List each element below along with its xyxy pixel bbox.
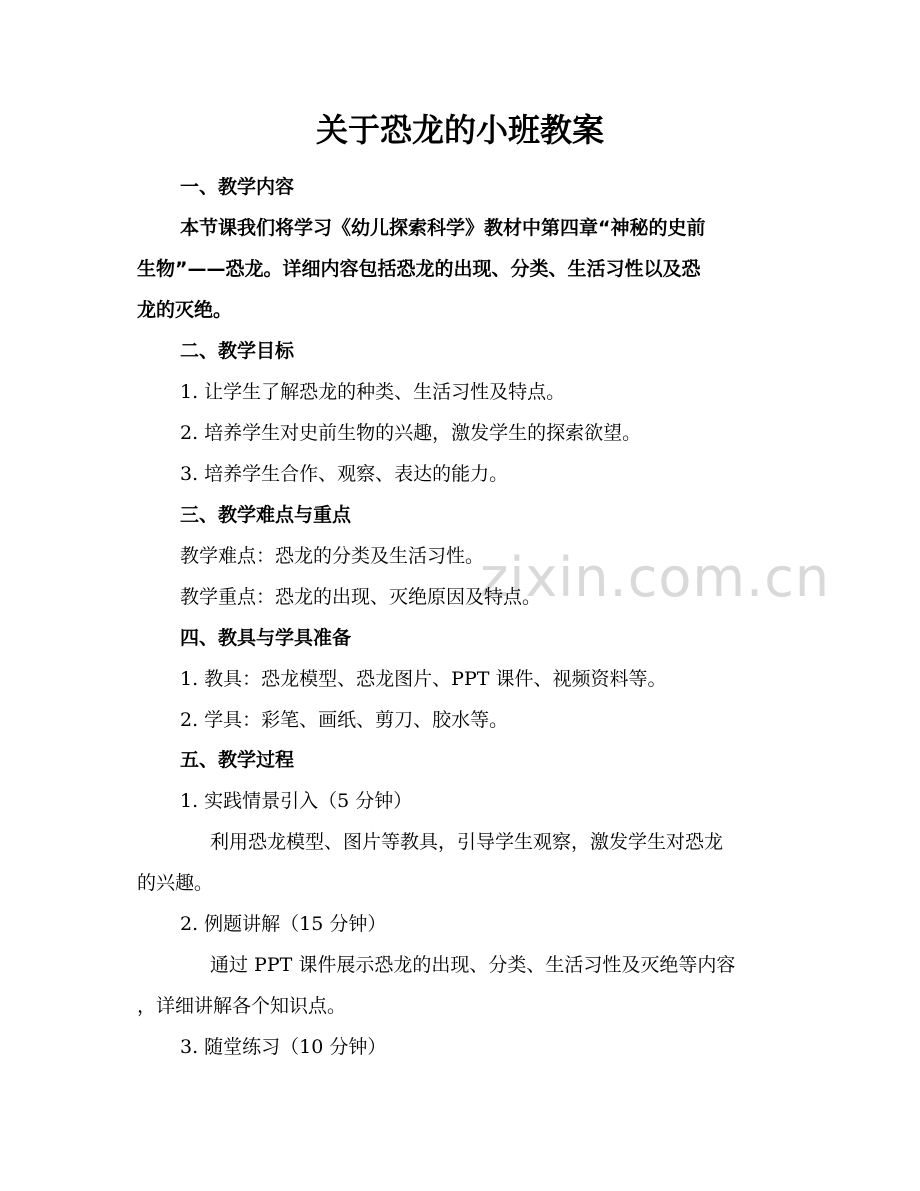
process-step-2-line-1: 通过 PPT 课件展示恐龙的出现、分类、生活习性及灭绝等内容 [210,954,736,976]
section-1-paragraph-line-1: 本节课我们将学习《幼儿探索科学》教材中第四章“神秘的史前 [180,217,706,239]
watermark: zixin.com.cn [480,546,831,609]
process-step-3: 3. 随堂练习（10 分钟） [180,1036,387,1058]
process-step-1-line-1: 利用恐龙模型、图片等教具，引导学生观察，激发学生对恐龙 [210,831,724,853]
section-4-heading: 四、教具与学具准备 [180,627,352,649]
teaching-aids-item: 1. 教具：恐龙模型、恐龙图片、PPT 课件、视频资料等。 [180,668,667,690]
document-title: 关于恐龙的小班教案 [315,111,604,149]
section-2-heading: 二、教学目标 [180,340,295,362]
process-step-1-line-2: 的兴趣。 [137,872,214,894]
goal-item-3: 3. 培养学生合作、观察、表达的能力。 [180,463,509,485]
section-1-paragraph-line-2: 生物”——恐龙。详细内容包括恐龙的出现、分类、生活习性以及恐 [137,258,701,280]
section-5-heading: 五、教学过程 [180,749,295,771]
goal-item-1: 1. 让学生了解恐龙的种类、生活习性及特点。 [180,381,566,403]
student-materials-item: 2. 学具：彩笔、画纸、剪刀、胶水等。 [180,709,509,731]
key-point-item: 教学重点：恐龙的出现、灭绝原因及特点。 [180,586,542,608]
goal-item-2: 2. 培养学生对史前生物的兴趣，激发学生的探索欲望。 [180,422,642,444]
section-3-heading: 三、教学难点与重点 [180,504,352,526]
process-step-1: 1. 实践情景引入（5 分钟） [180,790,413,812]
section-1-heading: 一、教学内容 [180,176,295,198]
section-1-paragraph-line-3: 龙的灭绝。 [137,299,233,321]
process-step-2: 2. 例题讲解（15 分钟） [180,913,387,935]
process-step-2-line-2: ，详细讲解各个知识点。 [137,995,347,1017]
difficulty-item: 教学难点：恐龙的分类及生活习性。 [180,545,485,567]
